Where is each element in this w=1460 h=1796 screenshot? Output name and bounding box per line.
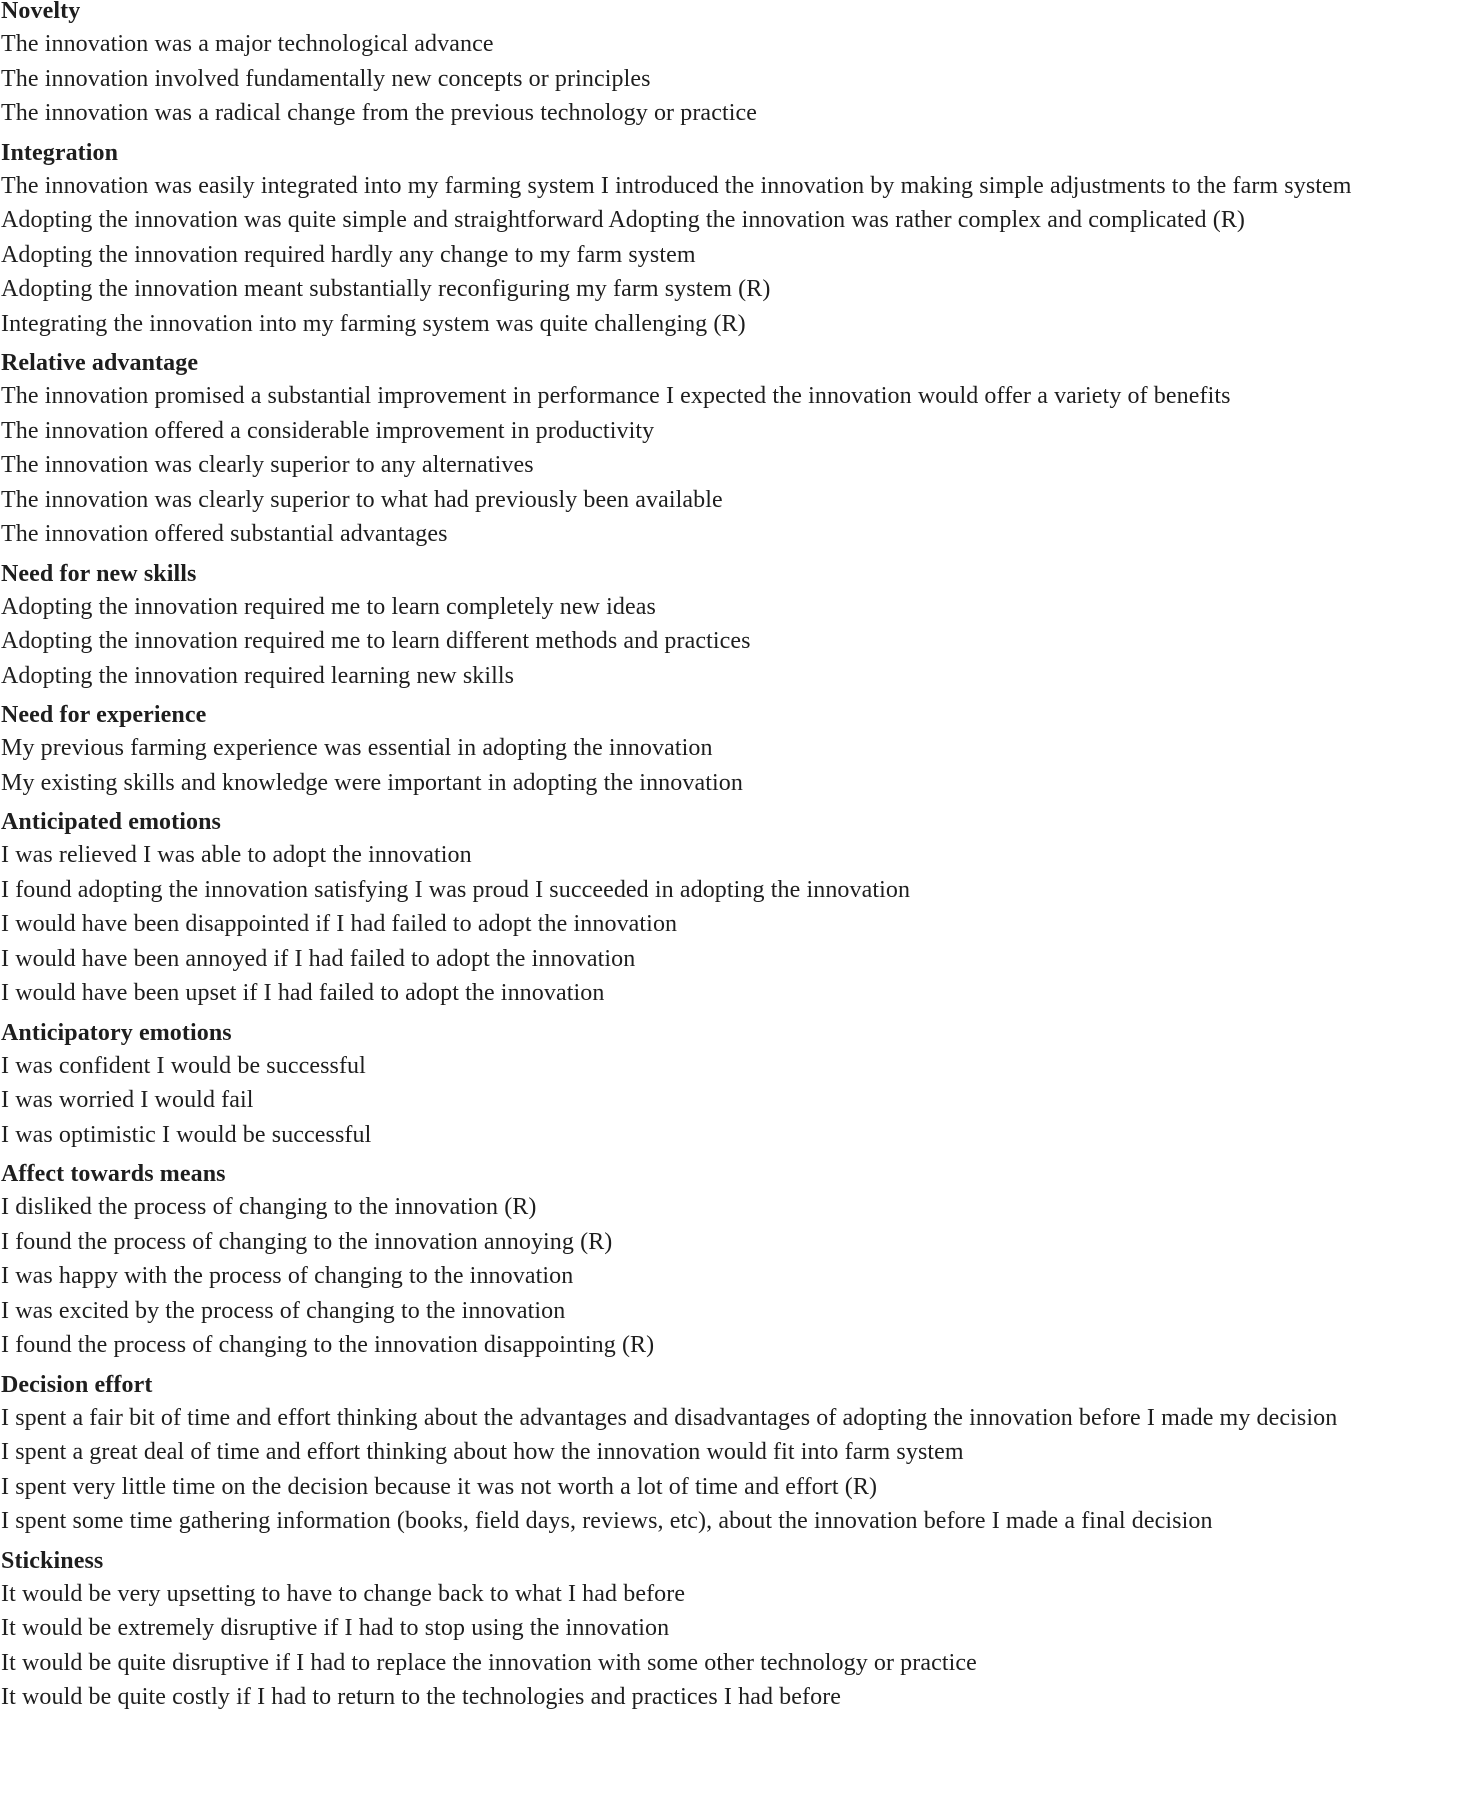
section-need-for-experience	[1, 704, 1457, 800]
item-list	[1, 379, 1457, 552]
section-need-for-new-skills	[1, 560, 1457, 694]
survey-item: Adopting the innovation meant substantially reconfiguring my farm system (R)	[1, 276, 771, 302]
section-decision-effort	[1, 1371, 1457, 1539]
survey-item: The innovation was a radical change from the previous technology or practice	[1, 100, 757, 126]
section-heading: Need for new skills	[1, 560, 197, 587]
survey-item: I found the process of changing to the innovation annoying (R)	[1, 1228, 613, 1255]
survey-item: I was happy with the process of changing to the innovation	[1, 1263, 574, 1289]
survey-item: I disliked the process of changing to the innovation (R)	[1, 1194, 537, 1220]
survey-item: I was optimistic I would be successful	[1, 1121, 372, 1148]
survey-item: I spent very little time on the decision because it was not worth a lot of time and effort (R)	[1, 1473, 878, 1500]
section-anticipated-emotions	[1, 811, 1457, 1011]
item-list	[1, 590, 1457, 694]
section-heading: Need for experience	[1, 702, 207, 728]
survey-item: I was worried I would fail	[1, 1087, 254, 1113]
item-list	[1, 1401, 1457, 1539]
section-integration	[1, 139, 1457, 342]
item-list	[1, 169, 1457, 342]
survey-item: I would have been upset if I had failed to adopt the innovation	[1, 980, 605, 1006]
survey-item: It would be quite disruptive if I had to replace the innovation with some other technology or practice	[1, 1649, 977, 1676]
survey-item: I found the process of changing to the innovation disappointing (R)	[1, 1332, 655, 1358]
survey-item: The innovation offered substantial advantages	[1, 521, 448, 547]
survey-item: Integrating the innovation into my farming system was quite challenging (R)	[1, 310, 746, 337]
survey-item: I would have been annoyed if I had failed to adopt the innovation	[1, 945, 636, 972]
survey-item: I was excited by the process of changing to the innovation	[1, 1297, 566, 1324]
section-heading: Affect towards means	[1, 1161, 226, 1187]
survey-item: It would be extremely disruptive if I had to stop using the innovation	[1, 1615, 670, 1641]
item-list	[1, 838, 1457, 1011]
section-heading: Anticipatory emotions	[1, 1019, 232, 1046]
survey-item: My previous farming experience was essential in adopting the innovation	[1, 735, 713, 761]
survey-item: The innovation offered a considerable improvement in productivity	[1, 417, 655, 444]
survey-item: The innovation was a major technological advance	[1, 31, 494, 57]
survey-item: Adopting the innovation was quite simple and straightforward Adopting the innovation was rather complex and complicated (R)	[1, 207, 1246, 233]
survey-item: Adopting the innovation required learning new skills	[1, 662, 515, 689]
section-novelty	[1, 0, 1457, 131]
section-affect-towards-means	[1, 1163, 1457, 1363]
item-list	[1, 27, 1457, 131]
survey-item: I spent some time gathering information (books, field days, reviews, etc), about the innovation before I made a final decision	[1, 1508, 1213, 1534]
section-anticipatory-emotions	[1, 1019, 1457, 1153]
survey-item: My existing skills and knowledge were important in adopting the innovation	[1, 769, 743, 796]
survey-item: I was confident I would be successful	[1, 1052, 366, 1079]
section-heading: Integration	[1, 139, 119, 166]
section-heading: Novelty	[1, 0, 81, 24]
section-heading: Decision effort	[1, 1371, 153, 1398]
item-list	[1, 1577, 1457, 1715]
survey-item: It would be quite costly if I had to return to the technologies and practices I had before	[1, 1684, 842, 1710]
survey-item: The innovation was clearly superior to any alternatives	[1, 452, 534, 478]
survey-item: Adopting the innovation required me to learn completely new ideas	[1, 593, 656, 620]
survey-item: The innovation was easily integrated into my farming system I introduced the innovation by making simple adjustments to the farm system	[1, 172, 1352, 199]
item-list	[1, 1049, 1457, 1153]
section-stickiness	[1, 1547, 1457, 1715]
survey-item: Adopting the innovation required me to learn different methods and practices	[1, 628, 751, 654]
item-list	[1, 731, 1457, 800]
section-heading: Relative advantage	[1, 350, 199, 376]
survey-item: The innovation promised a substantial improvement in performance I expected the innovation would offer a variety of benefits	[1, 383, 1231, 409]
survey-item: The innovation was clearly superior to what had previously been available	[1, 486, 723, 513]
section-heading: Anticipated emotions	[1, 809, 221, 835]
survey-item: Adopting the innovation required hardly any change to my farm system	[1, 241, 696, 268]
section-relative-advantage	[1, 352, 1457, 552]
survey-item: I spent a fair bit of time and effort thinking about the advantages and disadvantages of adopting the innovation before I made my decision	[1, 1404, 1338, 1431]
survey-item: I would have been disappointed if I had failed to adopt the innovation	[1, 911, 678, 937]
survey-item: I was relieved I was able to adopt the innovation	[1, 842, 472, 868]
item-list	[1, 1190, 1457, 1363]
survey-item: I found adopting the innovation satisfying I was proud I succeeded in adopting the innovation	[1, 876, 911, 903]
survey-item: The innovation involved fundamentally new concepts or principles	[1, 65, 651, 92]
questionnaire-document	[1, 0, 1457, 1715]
section-heading: Stickiness	[1, 1547, 104, 1574]
survey-item: It would be very upsetting to have to change back to what I had before	[1, 1580, 686, 1607]
survey-item: I spent a great deal of time and effort thinking about how the innovation would fit into farm system	[1, 1439, 964, 1465]
